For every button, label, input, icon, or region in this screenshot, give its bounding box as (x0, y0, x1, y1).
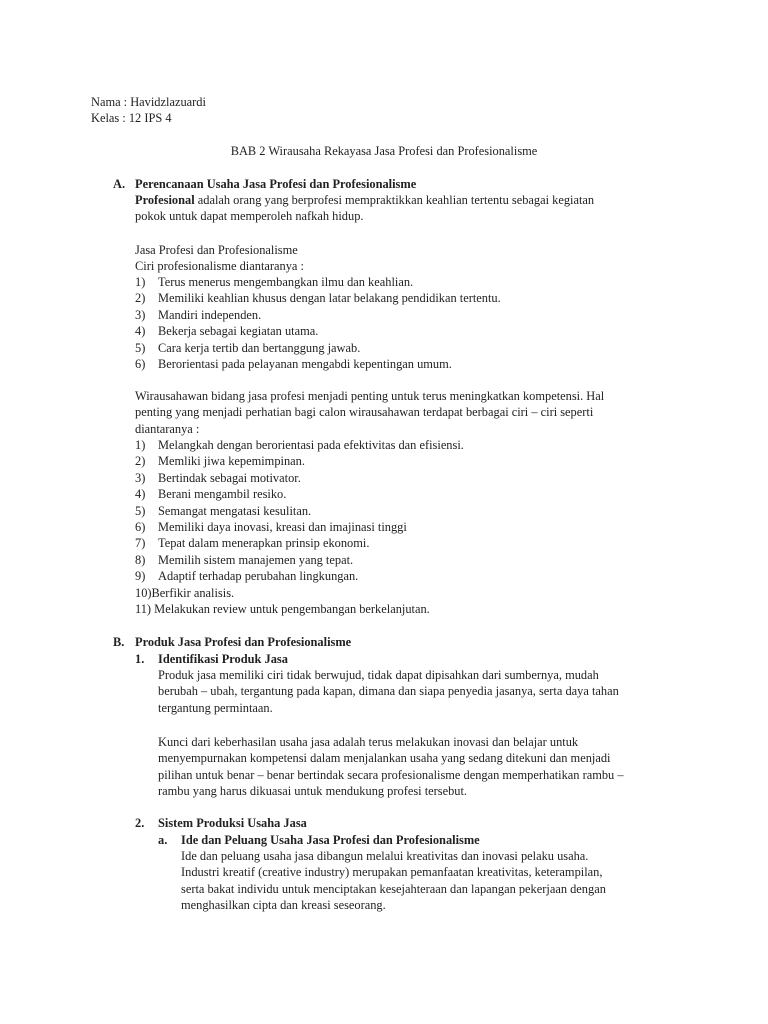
ide-peluang-paragraph: Ide dan peluang usaha jasa dibangun melalui kreativitas dan inovasi pelaku usaha. Industri kreatif (creative industry) merupakan pemanfaatan kreativitas, keterampilan, serta bakat individu untuk menciptakan kesejahteraan dan lapangan pekerjaan dengan menghasilkan cipta dan kreasi seseorang. (181, 849, 606, 913)
definition-term: Profesional (135, 193, 195, 207)
subsection-2-heading: Sistem Produksi Usaha Jasa (158, 816, 307, 830)
produk-jasa-paragraph: Produk jasa memiliki ciri tidak berwujud, tidak dapat dipisahkan dari sumbernya, mudah berubah – ubah, tergantung pada kapan, dimana dan siapa penyedia jasanya, serta daya tahan tergantung permintaan. (158, 668, 619, 715)
list-item: 5) Cara kerja tertib dan bertanggung jawab. (135, 340, 361, 355)
list-item: 3) Bertindak sebagai motivator. (135, 470, 301, 485)
subsection-title: Jasa Profesi dan Profesionalisme (135, 243, 298, 257)
section-b-heading: Produk Jasa Profesi dan Profesionalisme (135, 635, 352, 649)
definition-line-2: pokok untuk dapat memperoleh nafkah hidup. (135, 209, 364, 223)
list-item: 7) Tepat dalam menerapkan prinsip ekonomi. (135, 536, 370, 551)
subsection-1-number: 1. (135, 652, 145, 666)
section-a-letter: A. (113, 177, 126, 191)
subsection-2-number: 2. (135, 816, 145, 830)
list-item: 10)Berfikir analisis. (135, 585, 235, 600)
list-item: 8) Memilih sistem manajemen yang tepat. (135, 552, 354, 567)
list-item: 4) Bekerja sebagai kegiatan utama. (135, 324, 319, 339)
list-item: 9) Adaptif terhadap perubahan lingkungan. (135, 569, 359, 584)
list-item: 11) Melakukan review untuk pengembangan berkelanjutan. (135, 601, 430, 616)
kunci-keberhasilan-paragraph: Kunci dari keberhasilan usaha jasa adalah terus melakukan inovasi dan belajar untuk menyempurnakan kompetensi dalam menjalankan usaha yang sedang ditekuni dan menjadi pilihan untuk benar – benar bertindak secara profesionalisme dengan memperhatikan rambu – rambu yang harus dikuasai untuk mendukung profesi tersebut. (158, 735, 624, 799)
list-item: 5) Semangat mengatasi kesulitan. (135, 503, 312, 518)
ciri-wirausahawan-list (135, 437, 464, 617)
subsection-1-heading: Identifikasi Produk Jasa (158, 652, 288, 666)
chapter-title: BAB 2 Wirausaha Rekayasa Jasa Profesi dan Profesionalisme (230, 144, 538, 158)
subsection-2a-heading: Ide dan Peluang Usaha Jasa Profesi dan Profesionalisme (181, 833, 480, 847)
section-a-heading: Perencanaan Usaha Jasa Profesi dan Profesionalisme (135, 177, 417, 191)
list-item: 1) Melangkah dengan berorientasi pada efektivitas dan efisiensi. (135, 438, 464, 452)
list-item: 3) Mandiri independen. (135, 307, 262, 322)
list-item: 6) Berorientasi pada pelayanan mengabdi kepentingan umum. (135, 356, 452, 371)
student-name: Nama : Havidzlazuardi (91, 95, 206, 109)
list-item: 2) Memiliki keahlian khusus dengan latar belakang pendidikan tertentu. (135, 291, 501, 306)
list-item: 2) Memliki jiwa kepemimpinan. (135, 454, 305, 469)
list-item: 6) Memiliki daya inovasi, kreasi dan imajinasi tinggi (135, 519, 407, 534)
student-class: Kelas : 12 IPS 4 (91, 111, 172, 125)
section-b-letter: B. (113, 635, 125, 649)
list-item: 1) Terus menerus mengembangkan ilmu dan keahlian. (135, 275, 414, 289)
definition-text: adalah orang yang berprofesi mempraktikkan keahlian tertentu sebagai kegiatan (194, 193, 595, 207)
ciri-intro: Ciri profesionalisme diantaranya : (135, 259, 304, 273)
list-item: 4) Berani mengambil resiko. (135, 487, 287, 502)
definition-line-1 (135, 192, 594, 208)
ciri-list (135, 274, 501, 372)
paragraph-wirausahawan: Wirausahawan bidang jasa profesi menjadi penting untuk terus meningkatkan kompetensi. Hal penting yang menjadi perhatian bagi calon wirausahawan terdapat berbagai ciri – ciri seperti diantaranya : (135, 389, 605, 436)
subsection-2a-letter: a. (158, 833, 168, 847)
